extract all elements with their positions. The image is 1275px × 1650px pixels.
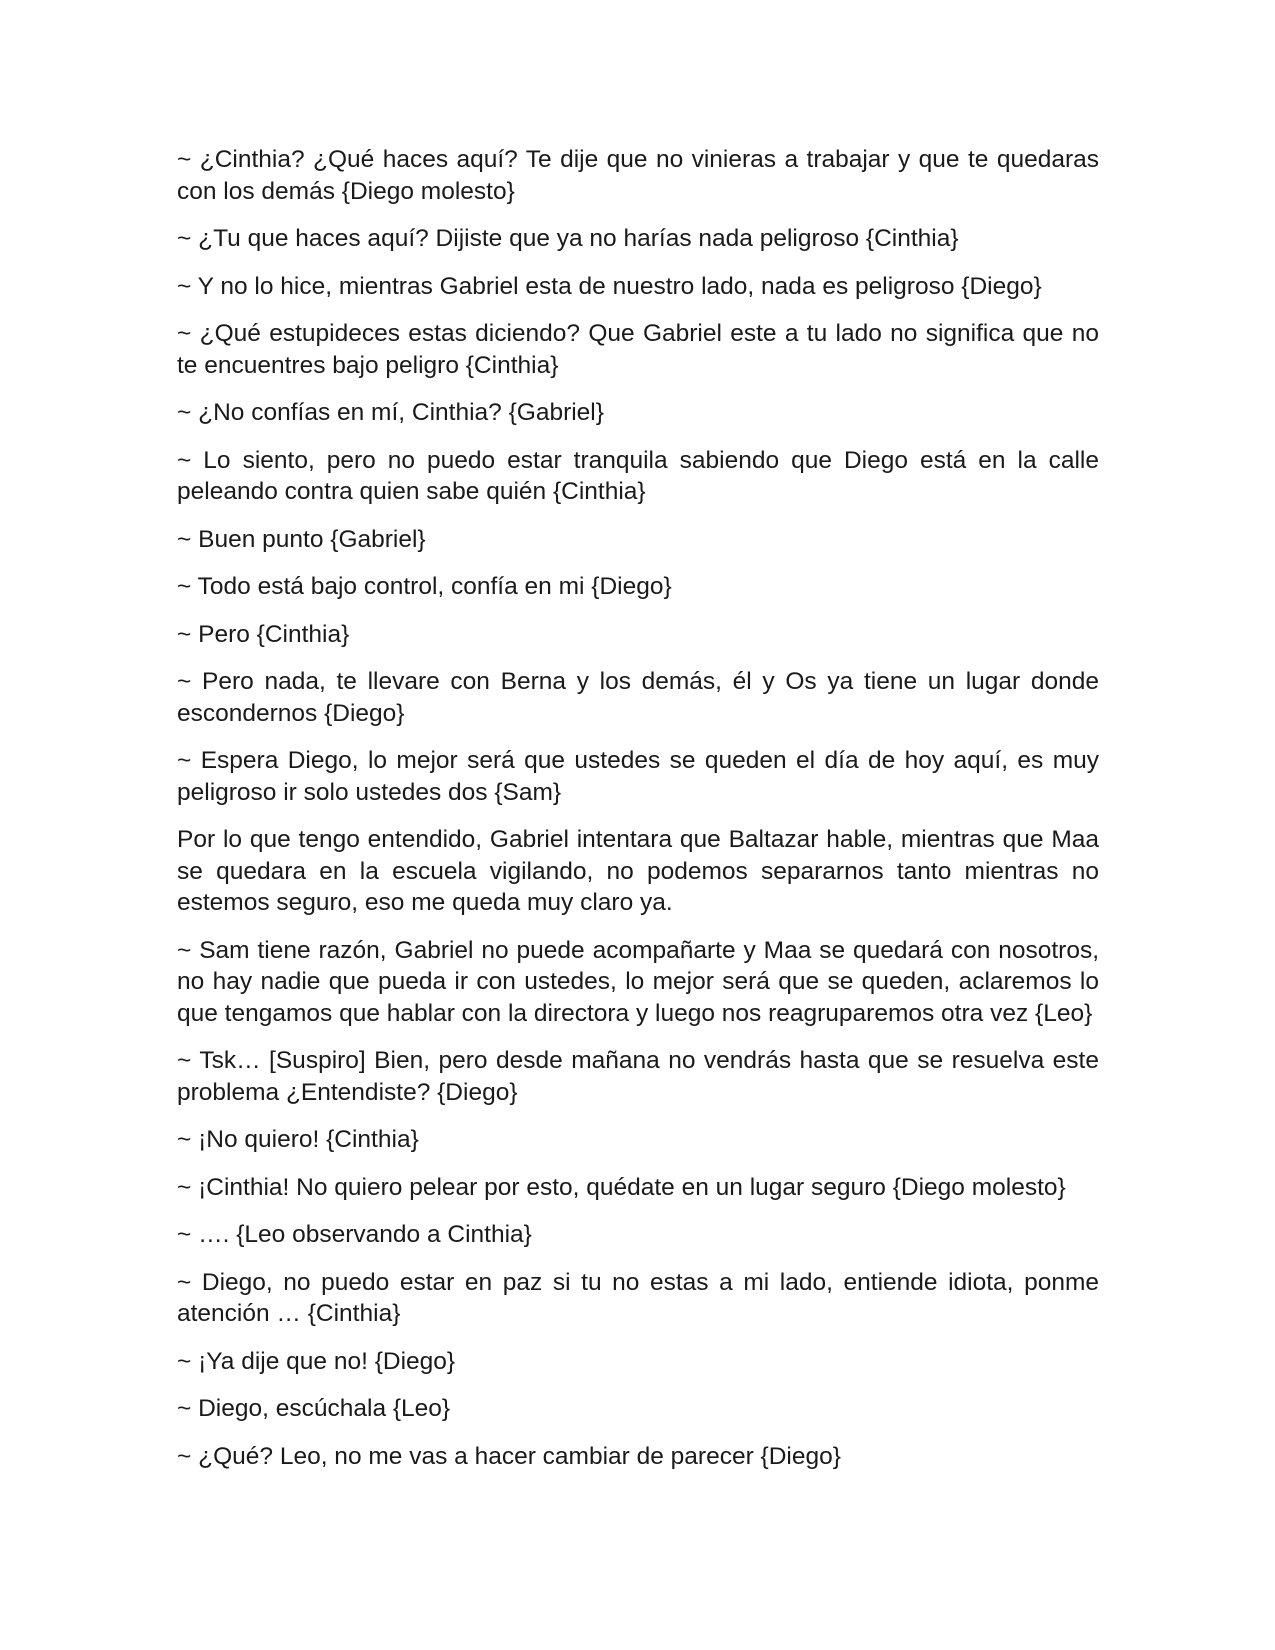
paragraph: ~ ¡No quiero! {Cinthia} xyxy=(177,1126,419,1153)
paragraph: ~ ¿No confías en mí, Cinthia? {Gabriel} xyxy=(177,399,604,426)
paragraph: ~ Diego, no puedo estar en paz si tu no estas a mi lado, entiende idiota, ponme atención … {Cinthia} xyxy=(177,1268,1099,1327)
paragraph: Por lo que tengo entendido, Gabriel intentara que Baltazar hable, mientras que Maa se quedara en la escuela vigilando, no podemos separarnos tanto mientras no estemos seguro, eso me queda muy claro ya. xyxy=(177,826,1099,916)
paragraph: ~ ¿Qué estupideces estas diciendo? Que Gabriel este a tu lado no significa que no te encuentres bajo peligro {Cinthia} xyxy=(177,320,1099,379)
paragraph: ~ ¿Cinthia? ¿Qué haces aquí? Te dije que no vinieras a trabajar y que te quedaras con los demás {Diego molesto} xyxy=(177,146,1099,205)
paragraph: ~ Tsk… [Suspiro] Bien, pero desde mañana no vendrás hasta que se resuelva este problema ¿Entendiste? {Diego} xyxy=(177,1047,1099,1106)
paragraph: ~ ¡Ya dije que no! {Diego} xyxy=(177,1347,456,1375)
paragraph: ~ ¿Tu que haces aquí? Dijiste que ya no harías nada peligroso {Cinthia} xyxy=(177,225,959,252)
paragraph: ~ …. {Leo observando a Cinthia} xyxy=(177,1221,532,1248)
paragraph: ~ Pero {Cinthia} xyxy=(177,620,350,648)
paragraph: ~ Espera Diego, lo mejor será que ustedes se queden el día de hoy aquí, es muy peligroso ir solo ustedes dos {Sam} xyxy=(177,747,1099,806)
paragraph: ~ Lo siento, pero no puedo estar tranquila sabiendo que Diego está en la calle peleando contra quien sabe quién {Cinthia} xyxy=(177,446,1099,505)
paragraph: ~ ¿Qué? Leo, no me vas a hacer cambiar de parecer {Diego} xyxy=(177,1442,841,1470)
document-body xyxy=(177,144,1099,1488)
paragraph: ~ Todo está bajo control, confía en mi {Diego} xyxy=(177,573,672,600)
paragraph: ~ Buen punto {Gabriel} xyxy=(177,525,426,553)
paragraph: ~ Diego, escúchala {Leo} xyxy=(177,1395,451,1422)
paragraph: ~ Sam tiene razón, Gabriel no puede acompañarte y Maa se quedará con nosotros, no hay nadie que pueda ir con ustedes, lo mejor será que se queden, aclaremos lo que tengamos que hablar con la directora y luego nos reagruparemos otra vez {Leo} xyxy=(177,936,1099,1027)
paragraph: ~ Pero nada, te llevare con Berna y los demás, él y Os ya tiene un lugar donde escondernos {Diego} xyxy=(177,668,1099,727)
paragraph: ~ Y no lo hice, mientras Gabriel esta de nuestro lado, nada es peligroso {Diego} xyxy=(177,272,1042,300)
paragraph: ~ ¡Cinthia! No quiero pelear por esto, quédate en un lugar seguro {Diego molesto} xyxy=(177,1173,1066,1201)
